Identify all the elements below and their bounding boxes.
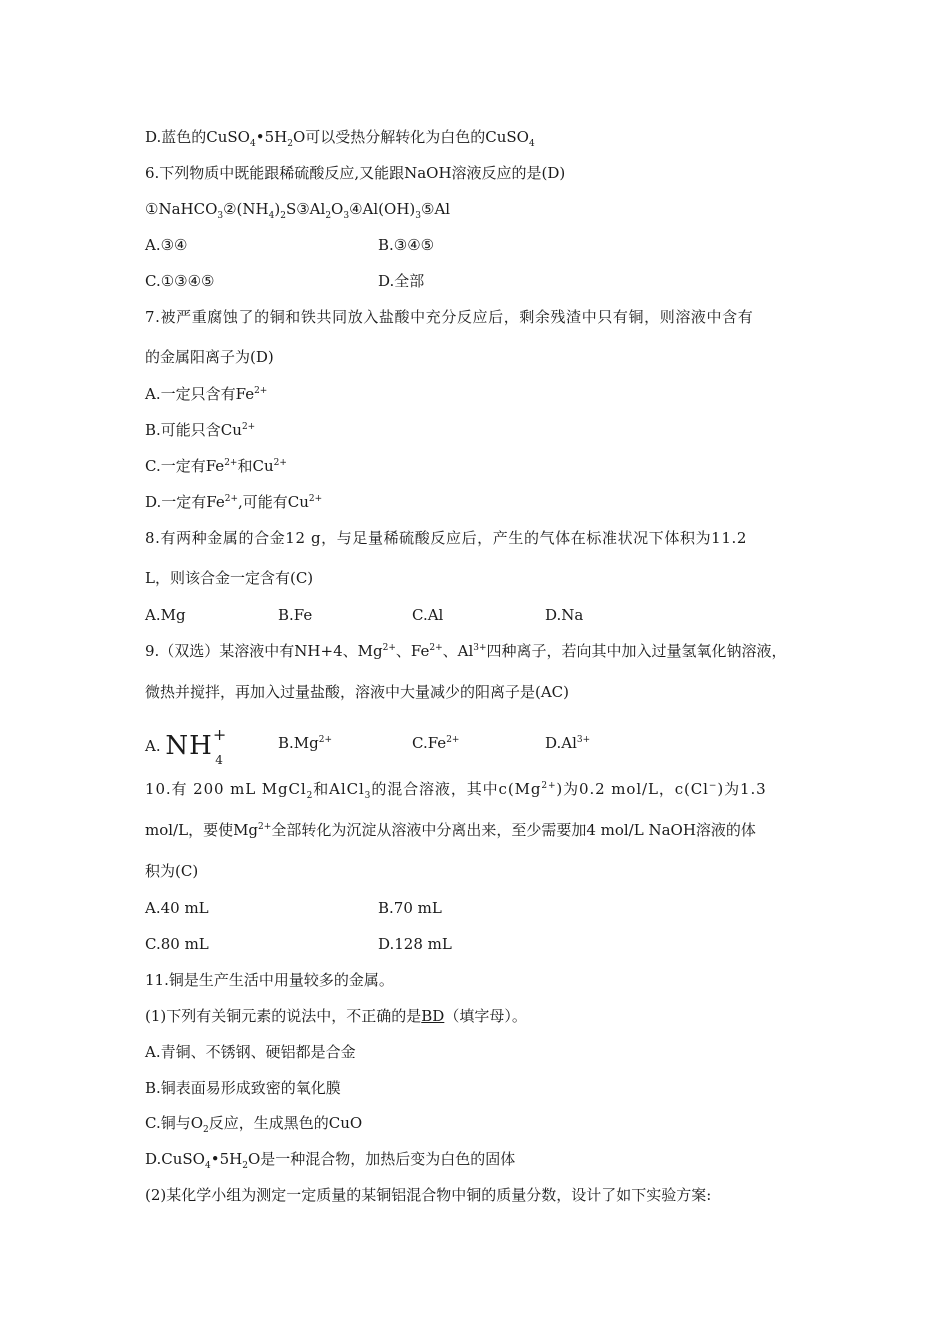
q7-option-d: D.一定有$Fe^{2+}$,可能有$Cu^{2+}$: [145, 493, 323, 511]
nh4-formula: $NH^+_4$: [165, 725, 228, 768]
q9-option-c: $C.Fe^{2+}$: [412, 734, 460, 752]
q8-option-d: D.Na: [545, 606, 584, 624]
q10-option-c: C.80 mL: [145, 935, 209, 953]
q11-option-a: A.青铜、不锈钢、硬铝都是合金: [145, 1043, 356, 1061]
q8-stem-line2: L，则该合金一定含有(C): [145, 569, 314, 587]
q9-stem-line1: 9.（双选）某溶液中有NH+4、$Mg^{2+}$、$Fe^{2+}$、$Al^{3+}$四种离子，若向其中加入过量氢氧化钠溶液，: [145, 642, 787, 660]
q11-stem: 11.铜是生产生活中用量较多的金属。: [145, 971, 394, 989]
q10-option-b: B.70 mL: [378, 899, 442, 917]
q11-part1-answer: BD: [421, 1007, 445, 1025]
q7-stem-line1: 7.被严重腐蚀了的铜和铁共同放入盐酸中充分反应后，剩余残渣中只有铜，则溶液中含有: [145, 308, 754, 326]
q5-option-d: D.蓝色的$CuSO_4•5H_2O$可以受热分解转化为白色的CuSO$_4$: [145, 128, 535, 149]
q6-stem: 6.下列物质中既能跟稀硫酸反应,又能跟NaOH溶液反应的是(D): [145, 164, 566, 182]
q11-part2: (2)某化学小组为测定一定质量的某铜铝混合物中铜的质量分数，设计了如下实验方案:: [145, 1186, 712, 1204]
q8-option-a: A.Mg: [145, 606, 186, 624]
q6-option-a: A.③④: [145, 236, 188, 254]
q7-option-c: C.一定有$Fe^{2+}$和$Cu^{2+}$: [145, 457, 287, 475]
q9-option-a: A. $NH^+_4$: [145, 725, 228, 768]
q6-option-c: C.①③④⑤: [145, 272, 215, 290]
q11-option-d: $D.CuSO_4•5H_2O$是一种混合物，加热后变为白色的固体: [145, 1150, 516, 1171]
q7-stem-line2: 的金属阳离子为(D): [145, 348, 274, 366]
q11-option-b: B.铜表面易形成致密的氧化膜: [145, 1079, 341, 1097]
q9-stem-line2: 微热并搅拌，再加入过量盐酸，溶液中大量减少的阳离子是(AC): [145, 683, 570, 701]
q10-option-a: A.40 mL: [145, 899, 209, 917]
q9-option-d: $D.Al^{3+}$: [545, 734, 591, 752]
q11-part1: (1)下列有关铜元素的说法中，不正确的是BD（填字母）。: [145, 1007, 527, 1025]
q6-option-d: D.全部: [378, 272, 425, 290]
q8-option-c: C.Al: [412, 606, 444, 624]
q7-option-b: B.可能只含$Cu^{2+}$: [145, 421, 256, 439]
q8-stem-line1: 8.有两种金属的合金12 g，与足量稀硫酸反应后，产生的气体在标准状况下体积为11.2: [145, 529, 747, 547]
q10-stem-line2: mol/L，要使$Mg^{2+}$全部转化为沉淀从溶液中分离出来，至少需要加4 mol/L NaOH溶液的体: [145, 821, 756, 839]
q10-stem-line3: 积为(C): [145, 862, 199, 880]
q9-option-b: $B.Mg^{2+}$: [278, 734, 333, 752]
q6-option-b: B.③④⑤: [378, 236, 435, 254]
q10-stem-line1: 10.有 200 mL MgCl$_2$和AlCl$_3$的混合溶液，其中$c(Mg^{2+})$为0.2 mol/L，c(Cl−)为1.3: [145, 780, 767, 801]
q8-option-b: B.Fe: [278, 606, 313, 624]
q11-option-c: C.铜与$O_2$反应，生成黑色的CuO: [145, 1114, 363, 1135]
q7-option-a: A.一定只含有$Fe^{2+}$: [145, 385, 268, 403]
q6-items: $①NaHCO_3②(NH_4)_2S③Al_2O_3④Al(OH)_3⑤Al$: [145, 200, 451, 221]
q10-option-d: D.128 mL: [378, 935, 452, 953]
